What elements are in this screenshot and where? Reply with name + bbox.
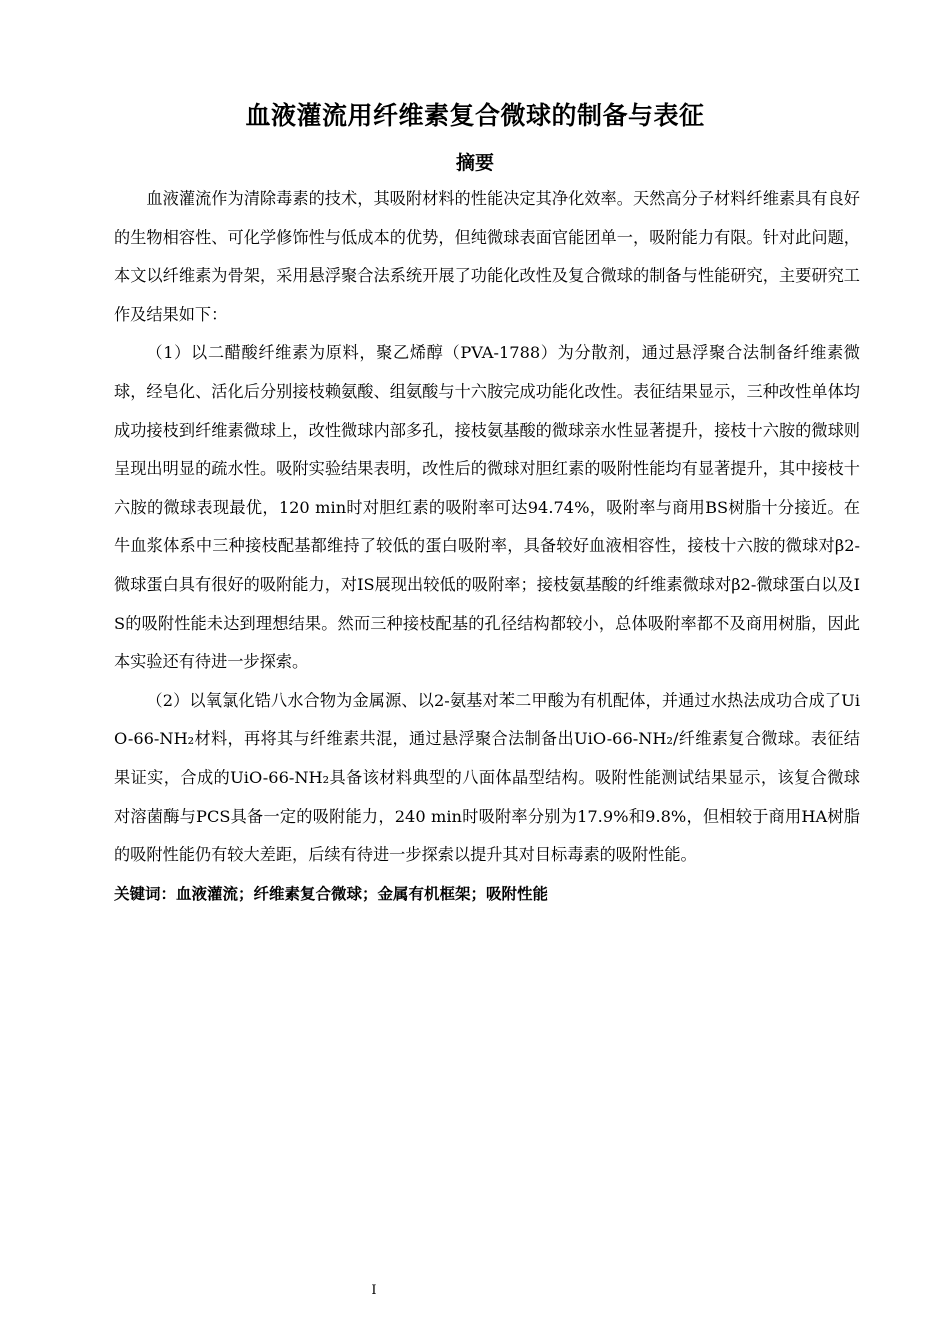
abstract-paragraph-intro: 血液灌流作为清除毒素的技术，其吸附材料的性能决定其净化效率。天然高分子材料纤维素具有良好的生物相容性、可化学修饰性与低成本的优势，但纯微球表面官能团单一，吸附能力有限。针对此问题，本文以纤维素为骨架，采用悬浮聚合法系统开展了功能化改性及复合微球的制备与性能研究，主要研究工作及结果如下：: [114, 189, 860, 324]
keywords-line: 关键词：血液灌流；纤维素复合微球；金属有机框架；吸附性能: [114, 884, 549, 903]
abstract-heading: 摘要: [455, 152, 494, 174]
abstract-paragraph-2: （2）以氧氯化锆八水合物为金属源、以2-氨基对苯二甲酸为有机配体，并通过水热法成功合成了UiO-66-NH₂材料，再将其与纤维素共混，通过悬浮聚合法制备出UiO-66-NH₂/纤维素复合微球。表征结果证实，合成的UiO-66-NH₂具备该材料典型的八面体晶型结构。吸附性能测试结果显示，该复合微球对溶菌酶与PCS具备一定的吸附能力，240 min时吸附率分别为17.9%和9.8%，但相较于商用HA树脂的吸附性能仍有较大差距，后续有待进一步探索以提升其对目标毒素的吸附性能。: [114, 690, 860, 865]
page-number: I: [371, 1283, 377, 1298]
abstract-body: [114, 180, 860, 913]
abstract-paragraph-1: （1）以二醋酸纤维素为原料，聚乙烯醇（PVA-1788）为分散剂，通过悬浮聚合法制备纤维素微球，经皂化、活化后分别接枝赖氨酸、组氨酸与十六胺完成功能化改性。表征结果显示，三种改性单体均成功接枝到纤维素微球上，改性微球内部多孔，接枝氨基酸的微球亲水性显著提升，接枝十六胺的微球则呈现出明显的疏水性。吸附实验结果表明，改性后的微球对胆红素的吸附性能均有显著提升，其中接枝十六胺的微球表现最优，120 min时对胆红素的吸附率可达94.74%，吸附率与商用BS树脂十分接近。在牛血浆体系中三种接枝配基都维持了较低的蛋白吸附率，具备较好血液相容性，接枝十六胺的微球对β2-微球蛋白具有很好的吸附能力，对IS展现出较低的吸附率；接枝氨基酸的纤维素微球对β2-微球蛋白以及IS的吸附性能未达到理想结果。然而三种接枝配基的孔径结构都较小，总体吸附率都不及商用树脂，因此本实验还有待进一步探索。: [114, 343, 860, 672]
document-title: 血液灌流用纤维素复合微球的制备与表征: [245, 101, 705, 130]
